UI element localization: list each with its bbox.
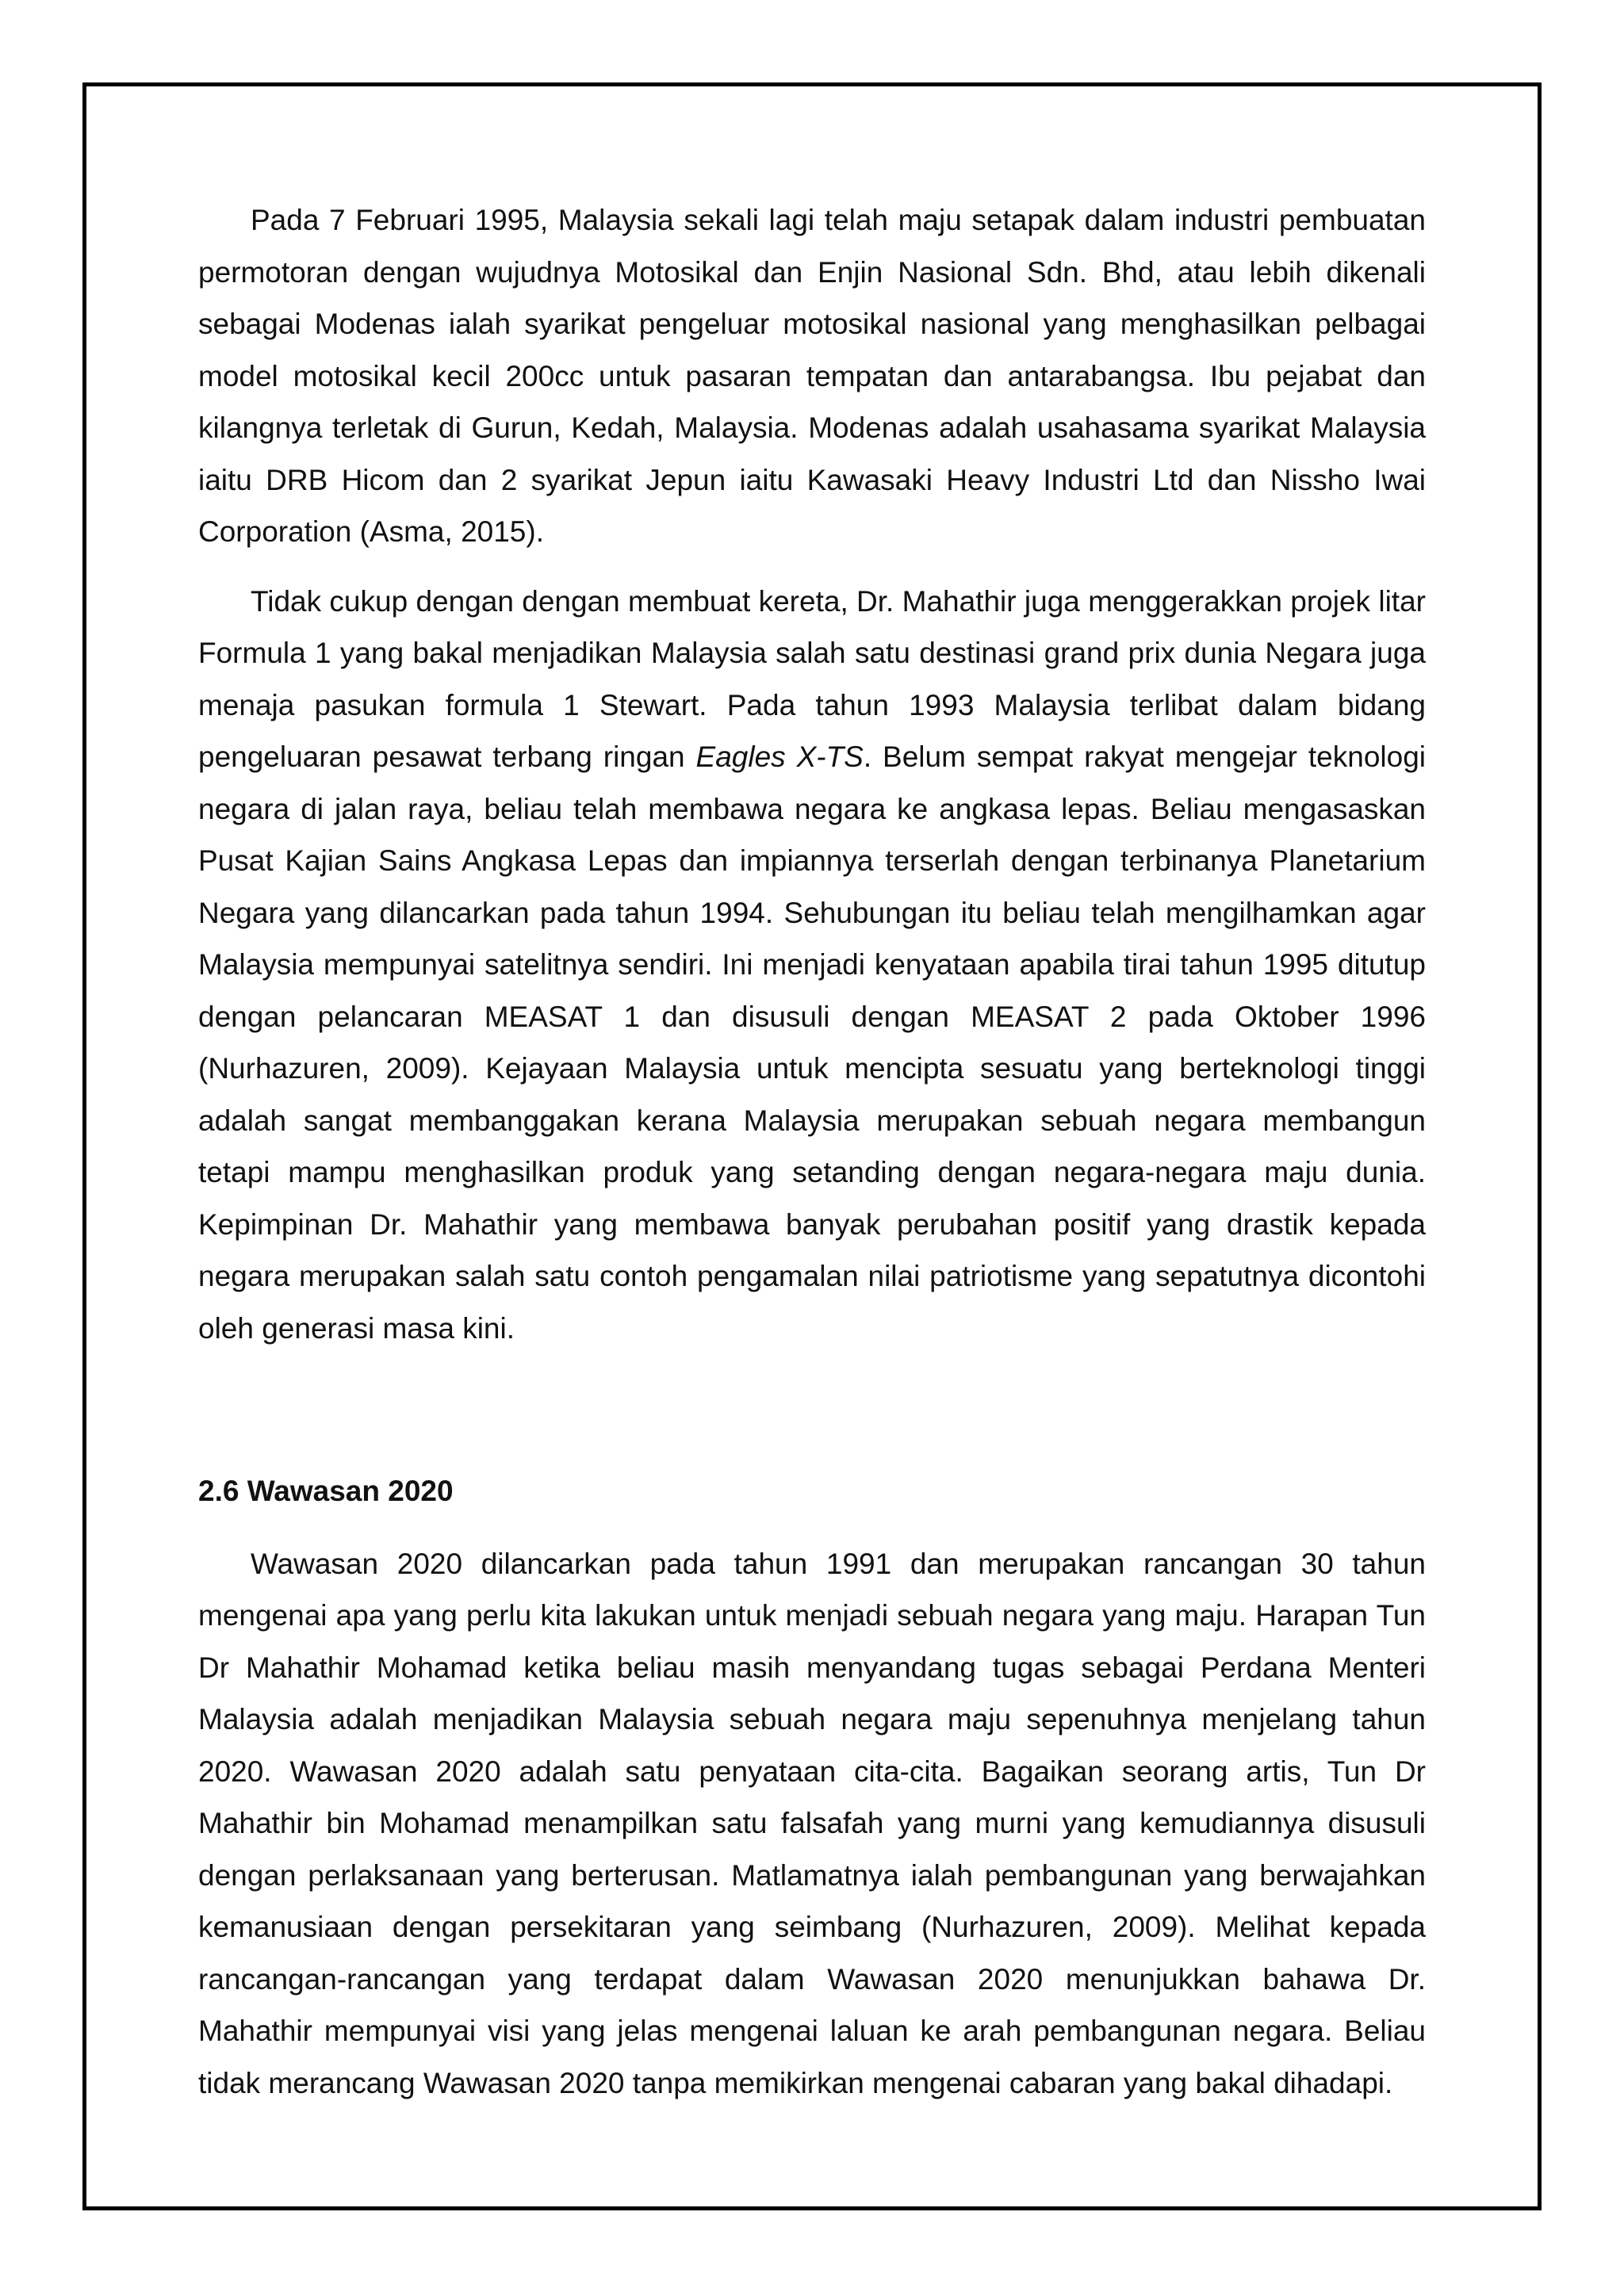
document-body — [198, 194, 1426, 2109]
paragraph-modenas: Pada 7 Februari 1995, Malaysia sekali lagi telah maju setapak dalam industri pembuatan permotoran dengan wujudnya Motosikal dan Enjin Nasional Sdn. Bhd, atau lebih dikenali sebagai Modenas ialah syarikat pengeluar motosikal nasional yang menghasilkan pelbagai model motosikal kecil 200cc untuk pasaran tempatan dan antarabangsa. Ibu pejabat dan kilangnya terletak di Gurun, Kedah, Malaysia. Modenas adalah usahasama syarikat Malaysia iaitu DRB Hicom dan 2 syarikat Jepun iaitu Kawasaki Heavy Industri Ltd dan Nissho Iwai Corporation (Asma, 2015). — [198, 204, 1426, 548]
section-heading: 2.6 Wawasan 2020 — [198, 1475, 454, 1507]
paragraph-wawasan-2020: Wawasan 2020 dilancarkan pada tahun 1991 dan merupakan rancangan 30 tahun mengenai apa yang perlu kita lakukan untuk menjadi sebuah negara yang maju. Harapan Tun Dr Mahathir Mohamad ketika beliau masih menyandang tugas sebagai Perdana Menteri Malaysia adalah menjadikan Malaysia sebuah negara maju sepenuhnya menjelang tahun 2020. Wawasan 2020 adalah satu penyataan cita-cita. Bagaikan seorang artis, Tun Dr Mahathir bin Mohamad menampilkan satu falsafah yang murni yang kemudiannya disusuli dengan perlaksanaan yang berterusan. Matlamatnya ialah pembangunan yang berwajahkan kemanusiaan dengan persekitaran yang seimbang (Nurhazuren, 2009). Melihat kepada rancangan-rancangan yang terdapat dalam Wawasan 2020 menunjukkan bahawa Dr. Mahathir mempunyai visi yang jelas mengenai laluan ke arah pembangunan negara. Beliau tidak merancang Wawasan 2020 tanpa memikirkan mengenai cabaran yang bakal dihadapi. — [198, 1547, 1426, 2099]
italic-aircraft-name: Eagles X-TS — [695, 740, 864, 773]
paragraph-text-part: Tidak cukup dengan dengan membuat kereta, Dr. Mahathir juga menggerakkan projek litar Formula 1 yang bakal menjadikan Malaysia salah satu destinasi grand prix dunia Negara juga menaja pasukan formula 1 Stewart. Pada tahun 1993 Malaysia terlibat dalam bidang pengeluaran pesawat terbang ringan — [198, 584, 1426, 773]
paragraph-mahathir-technology — [198, 576, 1426, 1355]
paragraph-text-part: . Belum sempat rakyat mengejar teknologi negara di jalan raya, beliau telah membawa negara ke angkasa lepas. Beliau mengasaskan Pusat Kajian Sains Angkasa Lepas dan impiannya terserlah dengan terbinanya Planetarium Negara yang dilancarkan pada tahun 1994. Sehubungan itu beliau telah mengilhamkan agar Malaysia mempunyai satelitnya sendiri. Ini menjadi kenyataan apabila tirai tahun 1995 ditutup dengan pelancaran MEASAT 1 dan disusuli dengan MEASAT 2 pada Oktober 1996 (Nurhazuren, 2009). Kejayaan Malaysia untuk mencipta sesuatu yang berteknologi tinggi adalah sangat membanggakan kerana Malaysia merupakan sebuah negara membangun tetapi mampu menghasilkan produk yang setanding dengan negara-negara maju dunia. Kepimpinan Dr. Mahathir yang membawa banyak perubahan positif yang drastik kepada negara merupakan salah satu contoh pengamalan nilai patriotisme yang sepatutnya dicontohi oleh generasi masa kini. — [198, 740, 1426, 1345]
